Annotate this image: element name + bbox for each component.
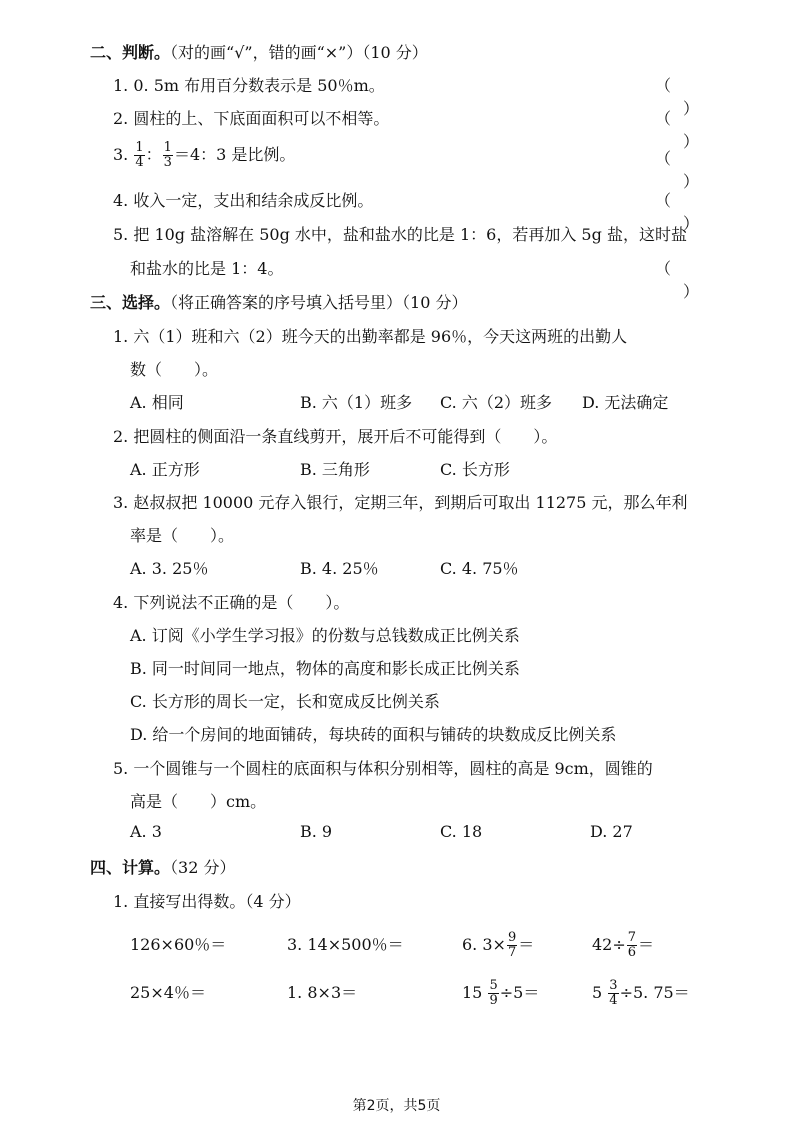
page-footer: 第2页，共5页 [352,1098,441,1114]
frac-den: 6 [627,945,637,960]
paren-close: ） [683,282,700,301]
fraction-five-ninths [488,979,498,1008]
frac-den: 4 [135,155,144,170]
judge-item-3-rest: ＝4：3 是比例。 [173,145,296,164]
calc-4 [592,928,654,962]
calc-7-post: ÷5＝ [499,983,540,1002]
calc-3-post: ＝ [518,935,535,954]
paren-close: ） [683,132,700,151]
calc-8-post: ÷5. 75＝ [619,983,690,1002]
calc-5: 25×4％＝ [130,983,206,1002]
q4-option-c[interactable]: C. 长方形的周长一定，长和宽成反比例关系 [130,692,440,711]
paren-close: ） [683,172,700,191]
q2-option-c[interactable]: C. 长方形 [440,460,510,479]
part4-title: 四、计算。 [90,858,171,877]
judge-item-5-line2: 和盐水的比是 1：4。 [130,259,284,278]
ratio-sep: ： [145,145,162,164]
frac-den: 7 [507,945,517,960]
q1-option-d[interactable]: D. 无法确定 [582,393,669,412]
paren-open: （ [655,191,672,210]
q1-option-b[interactable]: B. 六（1）班多 [300,393,413,412]
frac-num: 3 [609,978,618,993]
q5-option-a[interactable]: A. 3 [130,822,162,841]
fraction-one-third [163,141,173,170]
q3-option-a[interactable]: A. 3. 25％ [130,559,209,578]
q1-option-c[interactable]: C. 六（2）班多 [440,393,553,412]
choice-q5-line1: 5. 一个圆锥与一个圆柱的底面积与体积分别相等，圆柱的高是 9cm，圆锥的 [113,759,653,778]
judge-item-2: 2. 圆柱的上、下底面面积可以不相等。 [113,109,390,128]
frac-den: 9 [489,993,498,1008]
q2-option-b[interactable]: B. 三角形 [300,460,370,479]
choice-q3-line1: 3. 赵叔叔把 10000 元存入银行，定期三年，到期后可取出 11275 元，那么年利 [113,493,688,512]
answer-paren-5[interactable] [655,256,715,302]
frac-num: 1 [163,140,172,155]
paren-close: ） [683,99,700,118]
calc-sub1-title: 1. 直接写出得数。（4 分） [113,892,301,911]
q1-option-a[interactable]: A. 相同 [130,393,184,412]
paren-open: （ [655,259,672,278]
part2-title: 二、判断。 [90,43,171,62]
fraction-three-quarters [608,979,618,1008]
judge-item-3-num: 3. [113,145,134,164]
choice-q1-line1: 1. 六（1）班和六（2）班今天的出勤率都是 96％，今天这两班的出勤人 [113,327,628,346]
frac-den: 3 [163,155,172,170]
frac-num: 7 [627,930,637,945]
choice-q5-line2: 高是（ ）cm。 [130,792,267,811]
judge-item-1: 1. 0. 5m 布用百分数表示是 50％m。 [113,76,385,95]
frac-num: 5 [489,978,498,993]
q5-option-d[interactable]: D. 27 [590,822,633,841]
paren-open: （ [655,149,672,168]
part4-note: （32 分） [170,858,236,877]
q4-option-b[interactable]: B. 同一时间同一地点，物体的高度和影长成正比例关系 [130,659,520,678]
frac-num: 1 [135,140,144,155]
choice-q2-line1: 2. 把圆柱的侧面沿一条直线剪开，展开后不可能得到（ ）。 [113,427,558,446]
calc-8-whole: 5 [592,983,603,1002]
calc-4-post: ＝ [638,935,655,954]
fraction-one-quarter [134,141,144,170]
answer-paren-3[interactable] [655,146,715,192]
part3-title: 三、选择。 [90,293,171,312]
calc-2: 3. 14×500％＝ [287,935,404,954]
paren-open: （ [655,109,672,128]
q5-option-b[interactable]: B. 9 [300,822,333,841]
calc-4-pre: 42÷ [592,935,626,954]
calc-7 [462,976,539,1010]
q3-option-b[interactable]: B. 4. 25％ [300,559,379,578]
q3-option-c[interactable]: C. 4. 75％ [440,559,519,578]
judge-item-4: 4. 收入一定，支出和结余成反比例。 [113,191,374,210]
calc-8 [592,976,690,1010]
paren-open: （ [655,76,672,95]
part2-heading [90,40,428,63]
part3-heading [90,290,467,313]
q5-option-c[interactable]: C. 18 [440,822,483,841]
part3-note: （将正确答案的序号填入括号里）（10 分） [170,293,468,312]
q4-option-d[interactable]: D. 给一个房间的地面铺砖，每块砖的面积与铺砖的块数成反比例关系 [130,725,617,744]
judge-item-3 [113,139,295,171]
calc-7-whole: 15 [462,983,483,1002]
calc-3-pre: 6. 3× [462,935,506,954]
choice-q1-line2: 数（ ）。 [130,360,219,379]
fraction-nine-sevenths [507,931,517,960]
q4-option-a[interactable]: A. 订阅《小学生学习报》的份数与总钱数成正比例关系 [130,626,520,645]
choice-q3-line2: 率是（ ）。 [130,526,235,545]
choice-q4-line1: 4. 下列说法不正确的是（ ）。 [113,593,350,612]
calc-1: 126×60％＝ [130,935,227,954]
calc-6: 1. 8×3＝ [287,983,358,1002]
frac-den: 4 [609,993,618,1008]
part2-note: （对的画“√”，错的画“×”）（10 分） [170,43,428,62]
paren-close: ） [683,214,700,233]
part4-heading [90,855,235,878]
fraction-seven-sixths [627,931,637,960]
calc-3 [462,928,534,962]
judge-item-5-line1: 5. 把 10g 盐溶解在 50g 水中，盐和盐水的比是 1：6，若再加入 5g 盐，这时盐 [113,225,687,244]
q2-option-a[interactable]: A. 正方形 [130,460,200,479]
frac-num: 9 [507,930,517,945]
